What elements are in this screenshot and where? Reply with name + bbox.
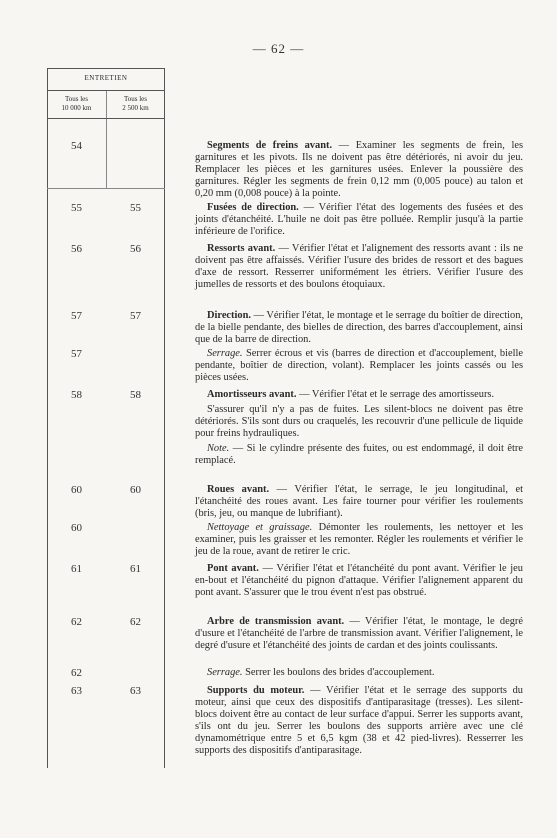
column-header-line: 2 500 km xyxy=(122,104,149,112)
entry-text: — Vérifier l'état et l'alignement des ressorts avant : ils ne doivent pas être affaissés. Vérifier l'usure des brides de ressort et des bagues d'axe de ressort. Resserrer uniformément les étriers. Vérifier l'usure des jumelles de ressorts et des boulons étoquiaux. xyxy=(195,243,523,290)
entry-arbre-transmission xyxy=(195,616,523,652)
row-ref-2500km: 58 xyxy=(130,389,141,401)
entry-supports-moteur xyxy=(195,685,523,757)
entry-text: — Examiner les segments de frein, les garnitures et les pivots. Ils ne doivent pas être détériorés, ni avoir du jeu. Remplacer les pièces et les garnitures usées. Enlever la poussière des garnitures. Régler les segments de frein 0,12 mm (0,005 pouce) au talon et 0,20 mm (0,008 pouce) à la pointe. xyxy=(195,140,523,199)
table-title-divider xyxy=(47,90,165,91)
entry-fusees-direction xyxy=(195,202,523,238)
column-header-line: Tous les xyxy=(123,95,148,103)
table-border-right xyxy=(164,68,165,768)
entry-text: — Vérifier l'état, le montage, le degré d'usure et l'étanchéité de l'arbre de transmission avant. Vérifier l'alignement, le degré d'usure et l'étanchéité des joints de cardan et des joints coulissants. xyxy=(195,616,523,651)
table-border-top xyxy=(47,68,165,69)
entry-title: Direction. xyxy=(207,310,251,321)
row-ref-10000km: 60 xyxy=(71,522,82,534)
entry-title: Fusées de direction. xyxy=(207,202,299,213)
row-ref-10000km: 55 xyxy=(71,202,82,214)
column-header-line: Tous les xyxy=(64,95,89,103)
entry-segments-freins xyxy=(195,140,523,200)
entry-text: — Vérifier l'état et l'étanchéité du pont avant. Vérifier le jeu en-bout et l'étanchéité du pignon d'attaque. Vérifier l'alignement apparent du pont avant. S'assurer que le trou évent n'est pas obstrué. xyxy=(195,563,523,598)
row-ref-10000km: 61 xyxy=(71,563,82,575)
entry-text: — Vérifier l'état, le serrage, le jeu longitudinal, et l'étanchéité des roues avant. Les faire tourner pour vérifier les roulements (bris, jeu, ou manque de lubrifiant). xyxy=(195,484,524,519)
entry-label: Nettoyage et graissage. xyxy=(207,522,313,533)
entry-text: — Vérifier l'état des logements des fusées et des joints d'étanchéité. L'huile ne doit pas être polluée. Remplir jusqu'à la partie inférieure de l'orifice. xyxy=(195,202,523,237)
table-title: ENTRETIEN xyxy=(84,74,128,82)
row-ref-10000km: 54 xyxy=(71,140,82,152)
entry-text: Démonter les roulements, les nettoyer et les examiner, puis les graisser et les remonter. Régler les roulements et vérifier le jeu de la roue, avant de retirer le cric. xyxy=(195,522,523,557)
table-header-bottom xyxy=(47,188,165,189)
entry-text: — Vérifier l'état et le serrage des amortisseurs. xyxy=(296,389,495,400)
entry-serrage-direction xyxy=(195,348,523,384)
entry-label: Serrage. xyxy=(207,348,243,359)
entry-title: Pont avant. xyxy=(207,563,259,574)
entry-text: — Vérifier l'état, le montage et le serrage du boîtier de direction, de la bielle pendante, des bielles de direction, des barres d'accouplement, ainsi que de la barre de direction. xyxy=(195,310,523,345)
entry-ressorts-avant xyxy=(195,243,523,291)
row-ref-2500km: 60 xyxy=(130,484,141,496)
row-ref-10000km: 56 xyxy=(71,243,82,255)
entry-text: Serrer les boulons des brides d'accouplement. xyxy=(242,667,435,678)
column-header-2500km xyxy=(106,95,165,113)
entry-label: Serrage. xyxy=(207,667,243,678)
row-ref-2500km: 61 xyxy=(130,563,141,575)
row-ref-2500km: 55 xyxy=(130,202,141,214)
entry-title: Roues avant. xyxy=(207,484,270,495)
entry-pont-avant xyxy=(195,563,523,599)
row-ref-2500km: 57 xyxy=(130,310,141,322)
page-number: — 62 — xyxy=(252,41,305,56)
entry-text: Serrer écrous et vis (barres de direction et d'accouplement, bielle pendante, boîtier de direction, volant). Remplacer les joints cassés ou les pièces usées. xyxy=(195,348,523,383)
entry-note-label: Note. xyxy=(207,443,230,454)
entry-title: Arbre de transmission avant. xyxy=(207,616,345,627)
row-ref-10000km: 57 xyxy=(71,348,82,360)
entry-amortisseurs-avant xyxy=(195,389,523,467)
entry-serrage-brides xyxy=(195,667,523,679)
table-border-left xyxy=(47,68,48,768)
entry-text: — Vérifier l'état et le serrage des supports du moteur, ainsi que ceux des dispositifs d'antiparasitage (tresses). Les silent-blocs doivent être au contact de leur surface d'appui. Serrer les supports avant, s'ils ont du jeu. Serrer les boulons des supports arrière avec une clé dynamométrique entre 5 et 6,5 kgm (38 et 42 pied-livres). Resserrer les supports des dispositifs d'antiparasitage. xyxy=(195,685,523,756)
maintenance-interval-table xyxy=(47,68,165,768)
entry-direction xyxy=(195,310,523,346)
column-header-line: 10 000 km xyxy=(61,104,92,112)
row-ref-10000km: 60 xyxy=(71,484,82,496)
row-ref-2500km: 62 xyxy=(130,616,141,628)
column-header-10000km xyxy=(47,95,106,113)
row-ref-2500km: 56 xyxy=(130,243,141,255)
entry-nettoyage-graissage xyxy=(195,522,523,558)
entry-title: Amortisseurs avant. xyxy=(207,389,297,400)
entry-title: Supports du moteur. xyxy=(207,685,305,696)
entry-note-text: — Si le cylindre présente des fuites, ou est endommagé, il doit être remplacé. xyxy=(195,443,523,466)
row-ref-10000km: 58 xyxy=(71,389,82,401)
row-ref-10000km: 62 xyxy=(71,616,82,628)
row-ref-10000km: 63 xyxy=(71,685,82,697)
row-ref-2500km: 63 xyxy=(130,685,141,697)
entry-roues-avant xyxy=(195,484,523,520)
table-header-divider xyxy=(47,118,165,119)
entry-title: Ressorts avant. xyxy=(207,243,276,254)
row-ref-10000km: 57 xyxy=(71,310,82,322)
row-ref-10000km: 62 xyxy=(71,667,82,679)
entry-title: Segments de freins avant. xyxy=(207,140,333,151)
entry-extra: S'assurer qu'il n'y a pas de fuites. Les silent-blocs ne doivent pas être détériorés. S'ils sont durs ou craquelés, les recouvrir d'une pellicule de liquide pour freins hydrauliques. xyxy=(195,404,523,439)
